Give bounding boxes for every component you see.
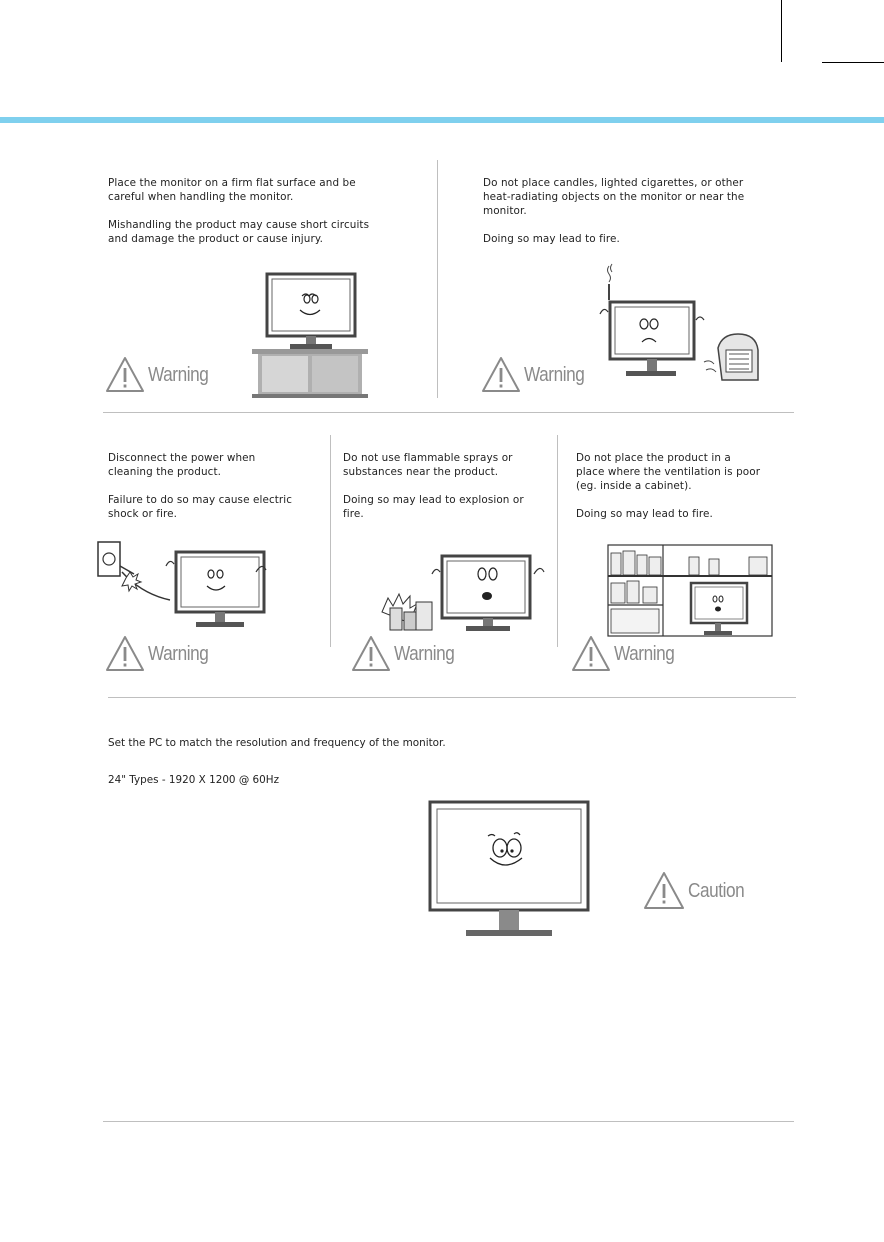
unplug-monitor-illustration xyxy=(96,540,270,632)
warning-triangle-icon xyxy=(351,635,391,673)
candles-text: Do not place candles, lighted cigarettes, or other heat-radiating objects on the monitor or near the monitor. Doing so may lead to fire. xyxy=(483,177,745,245)
power-text: Disconnect the power when cleaning the product. Failure to do so may cause electric shock or fire. xyxy=(108,452,293,520)
column-divider xyxy=(437,160,438,398)
warning-label: Warning xyxy=(148,642,209,665)
caution-triangle-icon xyxy=(643,871,685,911)
section-divider xyxy=(103,412,794,413)
warning-badge xyxy=(571,635,684,673)
warning-badge xyxy=(351,635,464,673)
crop-mark xyxy=(781,0,782,62)
placement-text: Place the monitor on a firm flat surface and be careful when handling the monitor. Mishandling the product may cause short circuits and damage the product or cause injury. xyxy=(108,177,370,245)
footer-divider xyxy=(103,1121,794,1122)
warning-label: Warning xyxy=(148,363,209,386)
warning-triangle-icon xyxy=(481,356,521,394)
monitor-on-cabinet-illustration xyxy=(250,272,370,400)
monitor-with-heater-illustration xyxy=(596,262,766,386)
column-divider xyxy=(557,435,558,647)
resolution-intro: Set the PC to match the resolution and frequency of the monitor. xyxy=(108,737,446,749)
caution-badge xyxy=(643,871,753,911)
warning-triangle-icon xyxy=(105,635,145,673)
warning-label: Warning xyxy=(394,642,455,665)
flammable-spray-illustration xyxy=(380,552,552,634)
warning-badge xyxy=(105,635,218,673)
warning-triangle-icon xyxy=(571,635,611,673)
sprays-text: Do not use flammable sprays or substances near the product. Doing so may lead to explosion or fire. xyxy=(343,452,524,520)
monitor-in-cabinet-illustration xyxy=(607,543,775,639)
warning-triangle-icon xyxy=(105,356,145,394)
warning-label: Warning xyxy=(524,363,585,386)
warning-badge xyxy=(481,356,594,394)
ventilation-text: Do not place the product in a place where the ventilation is poor (eg. inside a cabinet). Doing so may lead to fire. xyxy=(576,452,761,520)
caution-label: Caution xyxy=(688,879,745,902)
column-divider xyxy=(330,435,331,647)
crop-mark xyxy=(822,62,884,63)
warning-label: Warning xyxy=(614,642,675,665)
monitor-smiling-illustration xyxy=(428,800,590,940)
warning-badge xyxy=(105,356,218,394)
header-accent-bar xyxy=(0,117,884,123)
resolution-spec: 24" Types - 1920 X 1200 @ 60Hz xyxy=(108,774,280,786)
section-divider xyxy=(108,697,796,698)
